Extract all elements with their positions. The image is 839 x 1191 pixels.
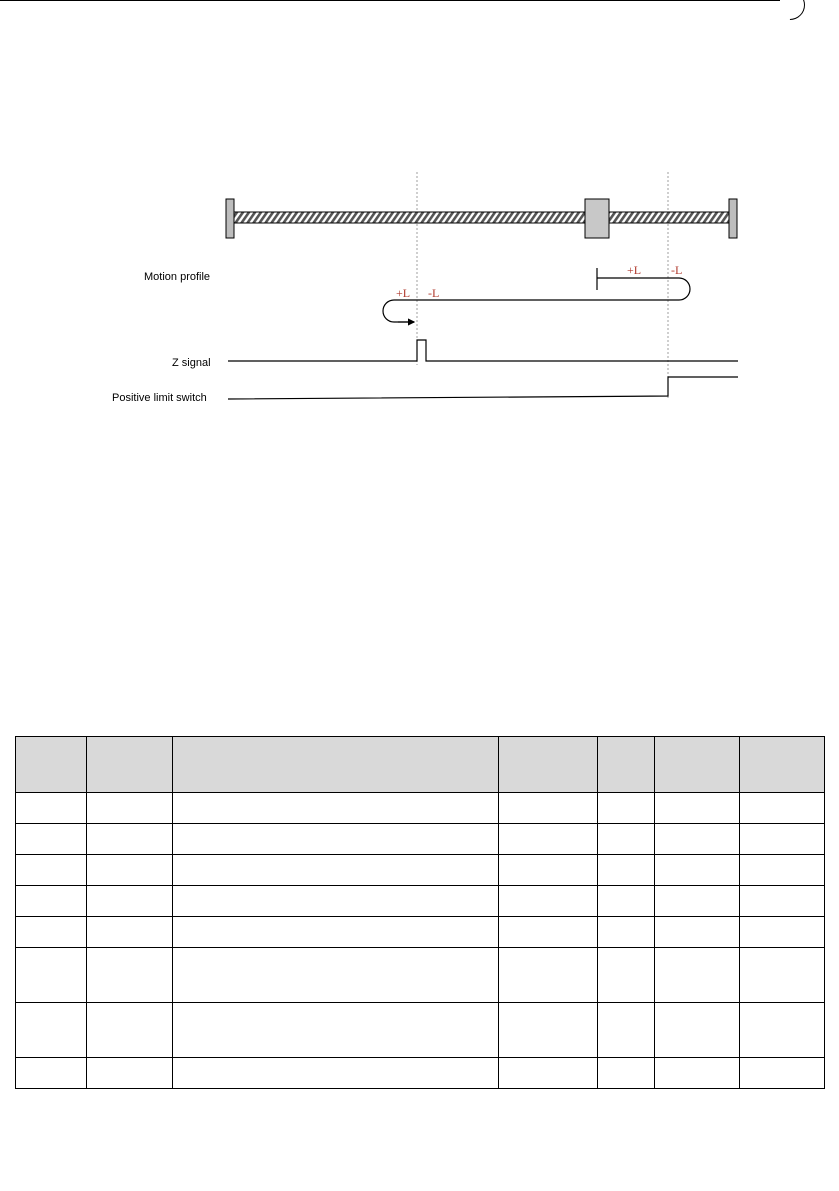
table-cell xyxy=(740,1058,825,1089)
table-cell xyxy=(655,1058,740,1089)
table-cell xyxy=(87,855,173,886)
table-cell xyxy=(87,948,173,1003)
table-cell xyxy=(87,886,173,917)
table-row xyxy=(16,1058,825,1089)
z-signal-waveform xyxy=(228,340,738,361)
table-cell xyxy=(499,948,598,1003)
table-cell xyxy=(598,824,655,855)
lower-plus-l-marker: +L xyxy=(396,286,411,300)
table-cell xyxy=(173,824,499,855)
table-cell xyxy=(655,948,740,1003)
z-signal-label: Z signal xyxy=(172,357,211,369)
table-cell xyxy=(173,793,499,824)
parameter-table xyxy=(15,736,825,1089)
table-cell xyxy=(16,824,87,855)
motion-profile-label: Motion profile xyxy=(144,271,211,283)
table-cell xyxy=(740,824,825,855)
table-cell xyxy=(499,886,598,917)
table-cell xyxy=(499,1003,598,1058)
table-cell xyxy=(740,855,825,886)
table-row xyxy=(16,824,825,855)
limit-switch-waveform xyxy=(228,377,738,399)
header-cell xyxy=(499,737,598,793)
table-row xyxy=(16,948,825,1003)
table-cell xyxy=(740,948,825,1003)
table-cell xyxy=(173,855,499,886)
table-cell xyxy=(499,793,598,824)
table-cell xyxy=(173,1058,499,1089)
homing-diagram xyxy=(0,0,839,440)
table-cell xyxy=(598,886,655,917)
table-cell xyxy=(173,948,499,1003)
carriage xyxy=(585,199,609,238)
table-cell xyxy=(87,1003,173,1058)
table-header-row xyxy=(16,737,825,793)
header-cell xyxy=(173,737,499,793)
table-cell xyxy=(16,948,87,1003)
table-cell xyxy=(740,1003,825,1058)
table-cell xyxy=(740,793,825,824)
table-row xyxy=(16,917,825,948)
table-cell xyxy=(655,824,740,855)
table-cell xyxy=(499,855,598,886)
table-cell xyxy=(598,917,655,948)
table-cell xyxy=(740,886,825,917)
lower-minus-l-marker: -L xyxy=(428,286,440,300)
table-row xyxy=(16,886,825,917)
table-cell xyxy=(598,793,655,824)
table-cell xyxy=(499,824,598,855)
table-cell xyxy=(655,917,740,948)
header-cell xyxy=(655,737,740,793)
screw-end-left xyxy=(226,199,234,238)
table-cell xyxy=(655,855,740,886)
table-cell xyxy=(87,917,173,948)
table-cell xyxy=(655,793,740,824)
table-cell xyxy=(87,793,173,824)
table-cell xyxy=(87,824,173,855)
table-cell xyxy=(173,1003,499,1058)
table-row xyxy=(16,1003,825,1058)
table-cell xyxy=(598,855,655,886)
positive-limit-switch-label: Positive limit switch xyxy=(112,392,207,404)
table-row xyxy=(16,793,825,824)
upper-minus-l-marker: -L xyxy=(671,263,683,277)
header-cell xyxy=(740,737,825,793)
header-cell xyxy=(598,737,655,793)
table-cell xyxy=(499,917,598,948)
screw-shaft xyxy=(234,212,729,223)
table-cell xyxy=(87,1058,173,1089)
table-cell xyxy=(740,917,825,948)
table-cell xyxy=(598,948,655,1003)
table-cell xyxy=(499,1058,598,1089)
table-cell xyxy=(16,855,87,886)
table-cell xyxy=(598,1058,655,1089)
table-row xyxy=(16,855,825,886)
screw-end-right xyxy=(729,199,737,238)
table-cell xyxy=(16,886,87,917)
table-cell xyxy=(173,917,499,948)
table-cell xyxy=(655,1003,740,1058)
table-cell xyxy=(598,1003,655,1058)
table-cell xyxy=(655,886,740,917)
header-cell xyxy=(16,737,87,793)
table-cell xyxy=(16,1003,87,1058)
header-cell xyxy=(87,737,173,793)
table-cell xyxy=(16,793,87,824)
table-cell xyxy=(16,917,87,948)
table-cell xyxy=(173,886,499,917)
upper-plus-l-marker: +L xyxy=(627,263,642,277)
table-cell xyxy=(16,1058,87,1089)
